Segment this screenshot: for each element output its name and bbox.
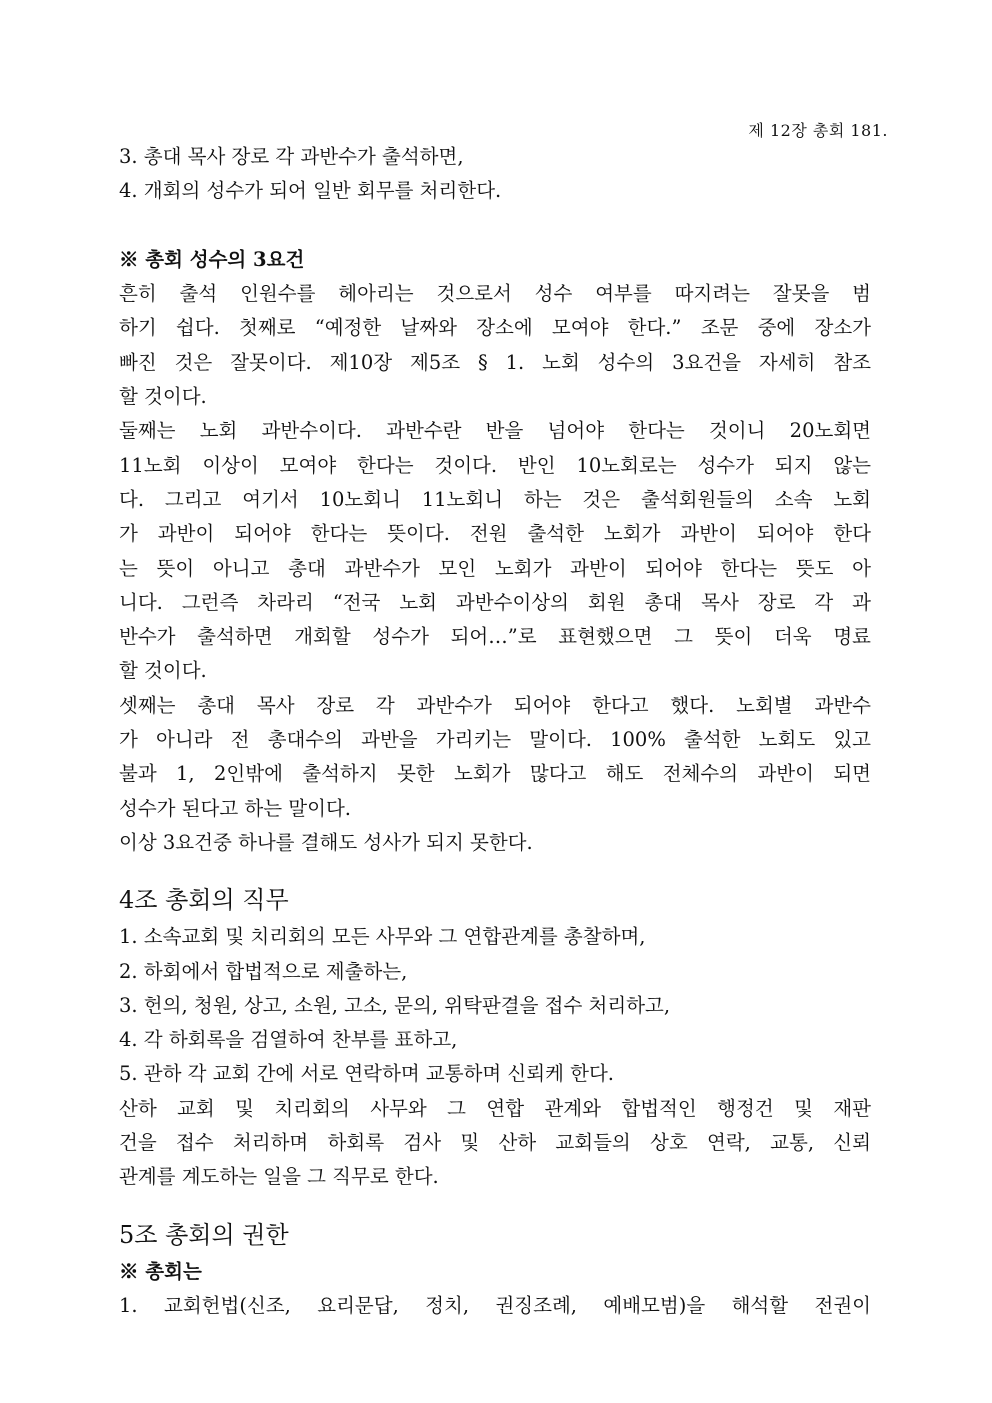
spacer	[119, 209, 871, 243]
section-title: ※ 총회 성수의 3요건	[119, 247, 305, 271]
list-item: 1. 소속교회 및 치리회의 모든 사무와 그 연합관계를 총찰하며,	[119, 925, 646, 949]
list-item: 3. 헌의, 청원, 상고, 소원, 고소, 문의, 위탁판결을 접수 처리하고,	[119, 993, 671, 1017]
spacer	[119, 1195, 871, 1215]
paragraph-line: 건을 접수 처리하며 하회록 검사 및 산하 교회들의 상호 연락, 교통, 신뢰	[119, 1131, 871, 1155]
list-item: 3. 총대 목사 장로 각 과반수가 출석하면,	[119, 145, 464, 168]
article-heading: 5조 총회의 권한	[119, 1220, 289, 1249]
list-item: 1. 교회헌법(신조, 요리문답, 정치, 권징조례, 예배모범)을 해석할 전권이	[119, 1293, 871, 1317]
paragraph-line: 흔히 출석 인원수를 헤아리는 것으로서 성수 여부를 따지려는 잘못을 범	[119, 282, 871, 306]
paragraph-line: 불과 1, 2인밖에 출석하지 못한 노회가 많다고 해도 전체수의 과반이 되면	[119, 762, 871, 786]
paragraph-line: 둘째는 노회 과반수이다. 과반수란 반을 넘어야 한다는 것이니 20노회면	[119, 419, 871, 443]
paragraph-line: 산하 교회 및 치리회의 사무와 그 연합 관계와 합법적인 행정건 및 재판	[119, 1096, 871, 1120]
paragraph-line: 11노회 이상이 모여야 한다는 것이다. 반인 10노회로는 성수가 되지 않는	[119, 453, 871, 477]
list-item: 4. 개회의 성수가 되어 일반 회무를 처리한다.	[119, 179, 502, 203]
paragraph-line: 하기 쉽다. 첫째로 “예정한 날짜와 장소에 모여야 한다.” 조문 중에 장소가	[119, 316, 871, 340]
paragraph-line: 셋째는 총대 목사 장로 각 과반수가 되어야 한다고 했다. 노회별 과반수	[119, 693, 871, 717]
list-item: 2. 하회에서 합법적으로 제출하는,	[119, 959, 408, 983]
paragraph-line: 가 과반이 되어야 한다는 뜻이다. 전원 출석한 노회가 과반이 되어야 한다	[119, 522, 871, 546]
running-head: 제 12장 총회 181.	[748, 121, 888, 140]
page-body	[119, 140, 871, 1323]
paragraph-line: 관계를 계도하는 일을 그 직무로 한다.	[119, 1165, 439, 1189]
paragraph-line: 가 아니라 전 총대수의 과반을 가리키는 말이다. 100% 출석한 노회도 있고	[119, 728, 871, 752]
list-item: 5. 관하 각 교회 간에 서로 연락하며 교통하며 신뢰케 한다.	[119, 1062, 615, 1086]
paragraph-line: 빠진 것은 잘못이다. 제10장 제5조 § 1. 노회 성수의 3요건을 자세히 참조	[119, 350, 871, 374]
paragraph-line: 할 것이다.	[119, 659, 207, 683]
paragraph-line: 이상 3요건중 하나를 결해도 성사가 되지 못한다.	[119, 830, 533, 854]
paragraph-line: 다. 그리고 여기서 10노회니 11노회니 하는 것은 출석회원들의 소속 노회	[119, 487, 871, 511]
paragraph-line: 성수가 된다고 하는 말이다.	[119, 796, 352, 820]
article-heading: 4조 총회의 직무	[119, 886, 289, 915]
section-title: ※ 총회는	[119, 1259, 202, 1283]
paragraph-line: 는 뜻이 아니고 총대 과반수가 모인 노회가 과반이 되어야 한다는 뜻도 아	[119, 556, 871, 580]
spacer	[119, 860, 871, 880]
paragraph-line: 할 것이다.	[119, 385, 207, 409]
paragraph-line: 반수가 출석하면 개회할 성수가 되어…”로 표현했으면 그 뜻이 더욱 명료	[119, 625, 871, 649]
list-item: 4. 각 하회록을 검열하여 찬부를 표하고,	[119, 1028, 458, 1052]
paragraph-line: 니다. 그런즉 차라리 “전국 노회 과반수이상의 회원 총대 목사 장로 각 과	[119, 590, 871, 614]
